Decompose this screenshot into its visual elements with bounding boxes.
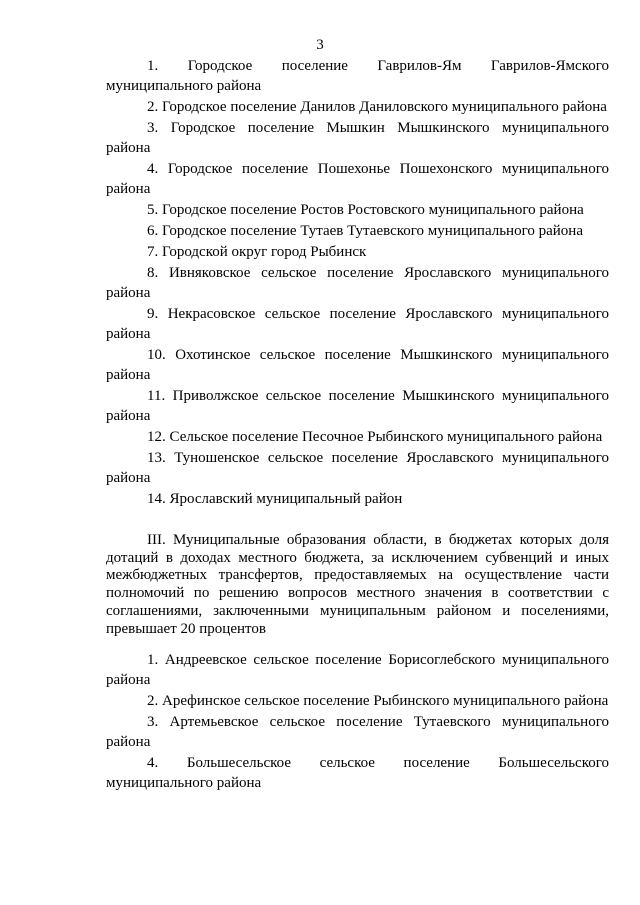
- item-text: Городское поселение Данилов Даниловского муниципального района: [162, 99, 607, 115]
- item-number: 14.: [147, 491, 170, 507]
- item-text: Ивняковское сельское поселение Ярославского муниципального района: [106, 265, 609, 301]
- item-number: 1.: [147, 652, 165, 668]
- list-item: [106, 221, 609, 241]
- item-text: Сельское поселение Песочное Рыбинского муниципального района: [169, 429, 603, 445]
- list-item: [106, 650, 609, 690]
- list-item: [106, 159, 609, 199]
- item-text: Андреевское сельское поселение Борисоглебского муниципального района: [106, 652, 609, 688]
- item-text: Арефинское сельское поселение Рыбинского муниципального района: [162, 693, 609, 709]
- item-number: 3.: [147, 714, 170, 730]
- list-item: [106, 97, 609, 117]
- list-item: [106, 712, 609, 752]
- item-text: Городское поселение Пошехонье Пошехонского муниципального района: [106, 161, 609, 197]
- list-item: [106, 448, 609, 488]
- item-text: Городское поселение Ростов Ростовского муниципального района: [162, 202, 584, 218]
- item-number: 4.: [147, 161, 168, 177]
- item-text: Городское поселение Гаврилов-Ям Гаврилов-Ямского муниципального района: [106, 58, 610, 94]
- item-number: 5.: [147, 202, 162, 218]
- list-item: [106, 691, 609, 711]
- item-number: 9.: [147, 306, 168, 322]
- item-text: Городское поселение Тутаев Тутаевского муниципального района: [162, 223, 583, 239]
- item-text: Городское поселение Мышкин Мышкинского муниципального района: [106, 120, 610, 156]
- municipality-list-section-iii: [106, 650, 609, 794]
- item-text: Городской округ город Рыбинск: [162, 244, 367, 260]
- item-text: Охотинское сельское поселение Мышкинского муниципального района: [106, 347, 610, 383]
- item-number: 3.: [147, 120, 171, 136]
- list-item: [106, 427, 609, 447]
- item-text: Ярославский муниципальный район: [169, 491, 403, 507]
- item-number: 7.: [147, 244, 162, 260]
- item-text: Приволжское сельское поселение Мышкинского муниципального района: [106, 388, 609, 424]
- item-text: Артемьевское сельское поселение Тутаевского муниципального района: [106, 714, 609, 750]
- item-number: 8.: [147, 265, 169, 281]
- list-item: [106, 489, 609, 509]
- item-number: 2.: [147, 99, 162, 115]
- list-item: [106, 56, 609, 96]
- item-text: Туношенское сельское поселение Ярославского муниципального района: [106, 450, 609, 486]
- item-number: 11.: [147, 388, 173, 404]
- page-number: 3: [316, 37, 324, 53]
- item-text: Большесельское сельское поселение Большесельского муниципального района: [106, 755, 609, 791]
- list-item: [106, 263, 609, 303]
- item-number: 2.: [147, 693, 162, 709]
- item-number: 10.: [147, 347, 176, 363]
- list-item: [106, 118, 609, 158]
- item-number: 6.: [147, 223, 162, 239]
- item-number: 4.: [147, 755, 187, 771]
- list-item: [106, 753, 609, 793]
- list-item: [106, 386, 609, 426]
- list-item: [106, 200, 609, 220]
- item-number: 13.: [147, 450, 175, 466]
- item-number: 1.: [147, 58, 188, 74]
- section-iii-heading: III. Муниципальные образования области, в бюджетах которых доля дотаций в доходах местного бюджета, за исключением субвенций и иных межбюджетных трансфертов, предоставляемых на осуществление части полномочий по решению вопросов местного значения в соответствии с соглашениями, заключенными муниципальным районом и поселениями, превышает 20 процентов: [106, 532, 609, 637]
- list-item: [106, 345, 609, 385]
- list-item: [106, 242, 609, 262]
- municipality-list-section-ii: [106, 56, 609, 510]
- item-number: 12.: [147, 429, 170, 445]
- list-item: [106, 304, 609, 344]
- item-text: Некрасовское сельское поселение Ярославского муниципального района: [106, 306, 609, 342]
